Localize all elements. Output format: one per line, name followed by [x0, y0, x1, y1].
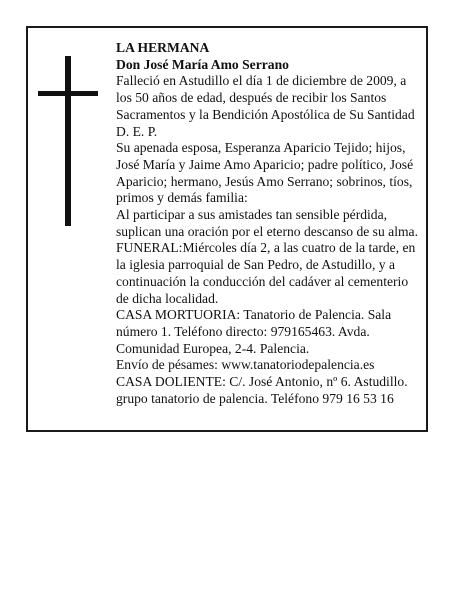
funeral-home-paragraph: CASA MORTUORIA: Tanatorio de Palencia. Sala número 1. Teléfono directo: 979165463. Avda. Comunidad Europea, 2-4. Palencia.	[116, 307, 392, 356]
obituary-notice	[26, 26, 428, 432]
notice-title: LA HERMANA	[116, 40, 210, 55]
death-details-paragraph: Falleció en Astudillo el día 1 de diciembre de 2009, a los 50 años de edad, después de recibir los Santos Sacramentos y la Bendición Apostólica de Su Santidad D. E. P.	[116, 73, 415, 139]
family-home-paragraph: CASA DOLIENTE: C/. José Antonio, nº 6. Astudillo. grupo tanatorio de palencia. Teléfono 979 16 53 16	[116, 374, 408, 406]
prayer-request-paragraph: Al participar a sus amistades tan sensible pérdida, suplican una oración por el eterno descanso de su alma.	[116, 207, 418, 239]
condolences-paragraph: Envío de pésames: www.tanatoriodepalencia.es	[116, 357, 375, 373]
cross-horizontal-bar	[38, 91, 98, 96]
funeral-paragraph: FUNERAL:Miércoles día 2, a las cuatro de la tarde, en la iglesia parroquial de San Pedro, de Astudillo, y a continuación la conducción del cadáver al cementerio de dicha localidad.	[116, 240, 416, 306]
cross-vertical-bar	[65, 56, 71, 226]
deceased-name: Don José María Amo Serrano	[116, 56, 289, 72]
latin-cross-icon	[38, 56, 98, 226]
family-paragraph: Su apenada esposa, Esperanza Aparicio Tejido; hijos, José María y Jaime Amo Aparicio; padre político, José Aparicio; hermano, Jesús Amo Serrano; sobrinos, tíos, primos y demás familia:	[116, 140, 414, 206]
notice-text-block	[116, 40, 422, 407]
